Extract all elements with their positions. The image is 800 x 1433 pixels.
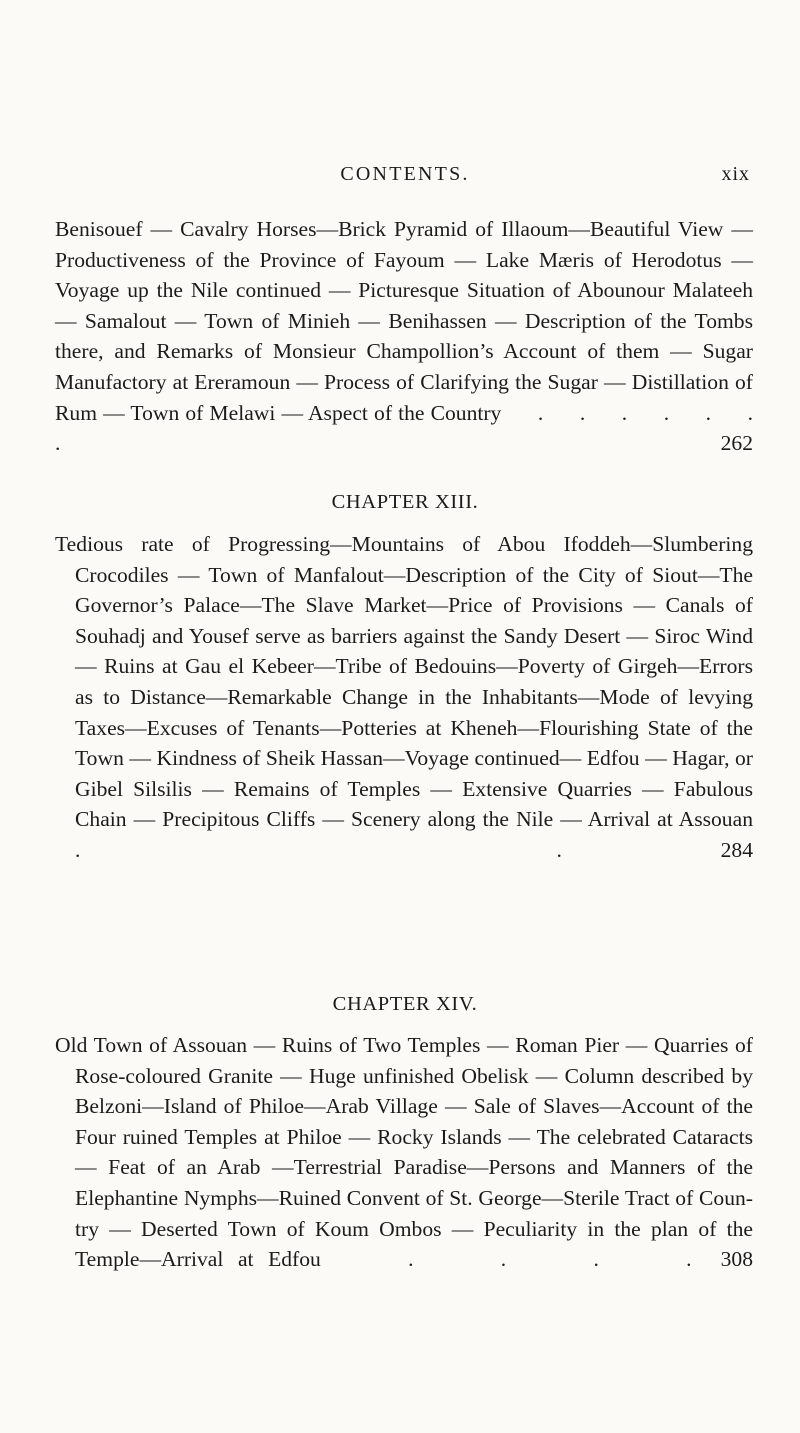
chapter-heading-xiv: CHAPTER XIV. xyxy=(332,993,478,1015)
contents-entry-chapter-xiii xyxy=(55,529,786,866)
entry-text: Old Town of Assouan — Ruins of Two Temples — Roman Pier — Quarries of Rose-coloured Granite — Huge unfinished Obelisk — Column described by Belzoni—Island of Philoe—Arab Village — Sale of Slaves—Account of the Four ruined Temples at Philoe — Rocky Islands — The celebrated Cataracts — Feat of an Arab —Terrestrial Paradise—Persons and Manners of the Elephantine Nymphs—Ruined Convent of St. George—Sterile Tract of Country — Deserted Town of Koum Ombos — Peculiarity in the plan of the Temple—Arrival at Edfou . . . . 308 xyxy=(55,1033,759,1272)
entry-text: Benisouef — Cavalry Horses—Brick Pyramid of Illaoum—Beautiful View — Productiveness of the Province of Fayoum — Lake Mæris of Herodotus —Voyage up the Nile continued — Picturesque Situation of Abounour Malateeh — Samalout — Town of Minieh — Benihassen — Description of the Tombs there, and Remarks of Monsieur Champollion’s Account of them — Sugar Manufactory at Ereramoun — Process of Clarifying the Sugar — Distillation of Rum — Town of Melawi — Aspect of the Country . . . . . . . 262 xyxy=(55,217,786,456)
contents-entry-chapter-xii-continued xyxy=(55,214,786,459)
running-title: CONTENTS. xyxy=(340,163,470,185)
contents-entry-chapter-xiv xyxy=(55,1030,759,1275)
page-number: xix xyxy=(721,163,750,185)
entry-text: Tedious rate of Progressing—Mountains of Abou Ifoddeh—Slumbering Crocodiles — Town of Manfalout—Description of the City of Siout—The Governor’s Palace—The Slave Market—Price of Provisions — Canals of Souhadj and Yousef serve as barriers against the Sandy Desert — Siroc Wind — Ruins at Gau el Kebeer—Tribe of Bedouins—Poverty of Girgeh—Errors as to Distance—Remarkable Change in the Inhabitants—Mode of levying Taxes—Excuses of Tenants—Potteries at Kheneh—Flourishing State of the Town — Kindness of Sheik Hassan—Voyage continued— Edfou — Hagar, or Gibel Silsilis — Remains of Temples — Extensive Quarries — Fabulous Chain — Precipitous Cliffs — Scenery along the Nile — Arrival at Assouan . . 284 xyxy=(55,532,786,862)
running-head xyxy=(60,163,750,193)
chapter-heading-xiii: CHAPTER XIII. xyxy=(331,491,479,513)
